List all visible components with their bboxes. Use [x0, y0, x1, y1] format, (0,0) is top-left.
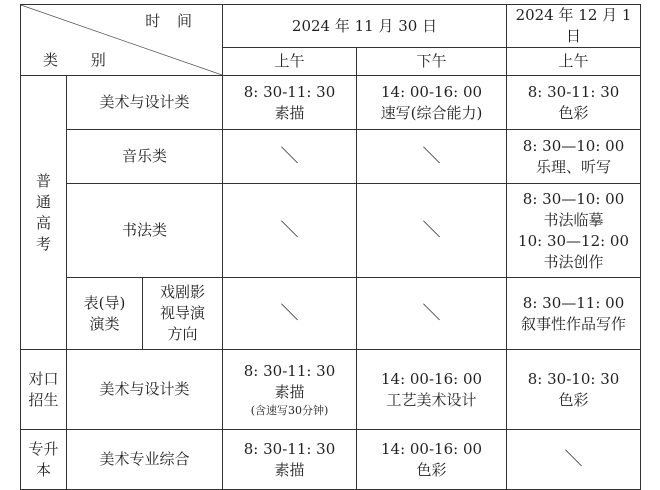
cell-music-am2: 8: 30—10: 00 乐理、听写 [507, 130, 641, 184]
cell-calligraphy-pm1: ＼ [357, 184, 507, 278]
row-music [21, 130, 641, 184]
group-upgrade: 专升 本 [21, 430, 67, 490]
cell-art-am1: 8: 30-11: 30 素描 [223, 76, 357, 130]
cell-counterpart-am2: 8: 30-10: 30 色彩 [507, 350, 641, 430]
cell-upgrade-pm1: 14: 00-16: 00 色彩 [357, 430, 507, 490]
row-art-design [21, 76, 641, 130]
category-counterpart-art: 美术与设计类 [67, 350, 223, 430]
category-music: 音乐类 [67, 130, 223, 184]
date-header-2: 2024 年 12 月 1 日 [507, 5, 641, 48]
category-art-design: 美术与设计类 [67, 76, 223, 130]
category-upgrade-art: 美术专业综合 [67, 430, 223, 490]
session-pm-1: 下午 [357, 48, 507, 76]
category-label: 类 别 [43, 51, 120, 69]
row-performance [21, 278, 641, 350]
cell-performance-am2: 8: 30—11: 00 叙事性作品写作 [507, 278, 641, 350]
cell-upgrade-am1: 8: 30-11: 30 素描 [223, 430, 357, 490]
group-counterpart: 对口 招生 [21, 350, 67, 430]
row-counterpart-art [21, 350, 641, 430]
exam-schedule-table [20, 4, 641, 490]
category-calligraphy: 书法类 [67, 184, 223, 278]
cell-calligraphy-am2: 8: 30—10: 00 书法临摹 10: 30—12: 00 书法创作 [507, 184, 641, 278]
cell-upgrade-am2: ＼ [507, 430, 641, 490]
cell-music-am1: ＼ [223, 130, 357, 184]
diagonal-header-cell [21, 5, 223, 76]
header-row-dates [21, 5, 641, 48]
subcategory-drama-film-directing: 戏剧影 视导演 方向 [143, 278, 223, 350]
category-performance: 表(导) 演类 [67, 278, 143, 350]
session-am-2: 上午 [507, 48, 641, 76]
session-am-1: 上午 [223, 48, 357, 76]
cell-calligraphy-am1: ＼ [223, 184, 357, 278]
cell-performance-am1: ＼ [223, 278, 357, 350]
cell-art-am2: 8: 30-11: 30 色彩 [507, 76, 641, 130]
row-calligraphy [21, 184, 641, 278]
group-general-exam: 普 通 高 考 [21, 76, 67, 350]
date-header-1: 2024 年 11 月 30 日 [223, 5, 507, 48]
sketch-note: (含速写30分钟) [250, 403, 329, 417]
cell-performance-pm1: ＼ [357, 278, 507, 350]
cell-counterpart-pm1: 14: 00-16: 00 工艺美术设计 [357, 350, 507, 430]
row-upgrade-art [21, 430, 641, 490]
cell-counterpart-am1: 8: 30-11: 30 素描 (含速写30分钟) [223, 350, 357, 430]
cell-art-pm1: 14: 00-16: 00 速写(综合能力) [357, 76, 507, 130]
cell-music-pm1: ＼ [357, 130, 507, 184]
time-label: 时 间 [145, 12, 199, 30]
